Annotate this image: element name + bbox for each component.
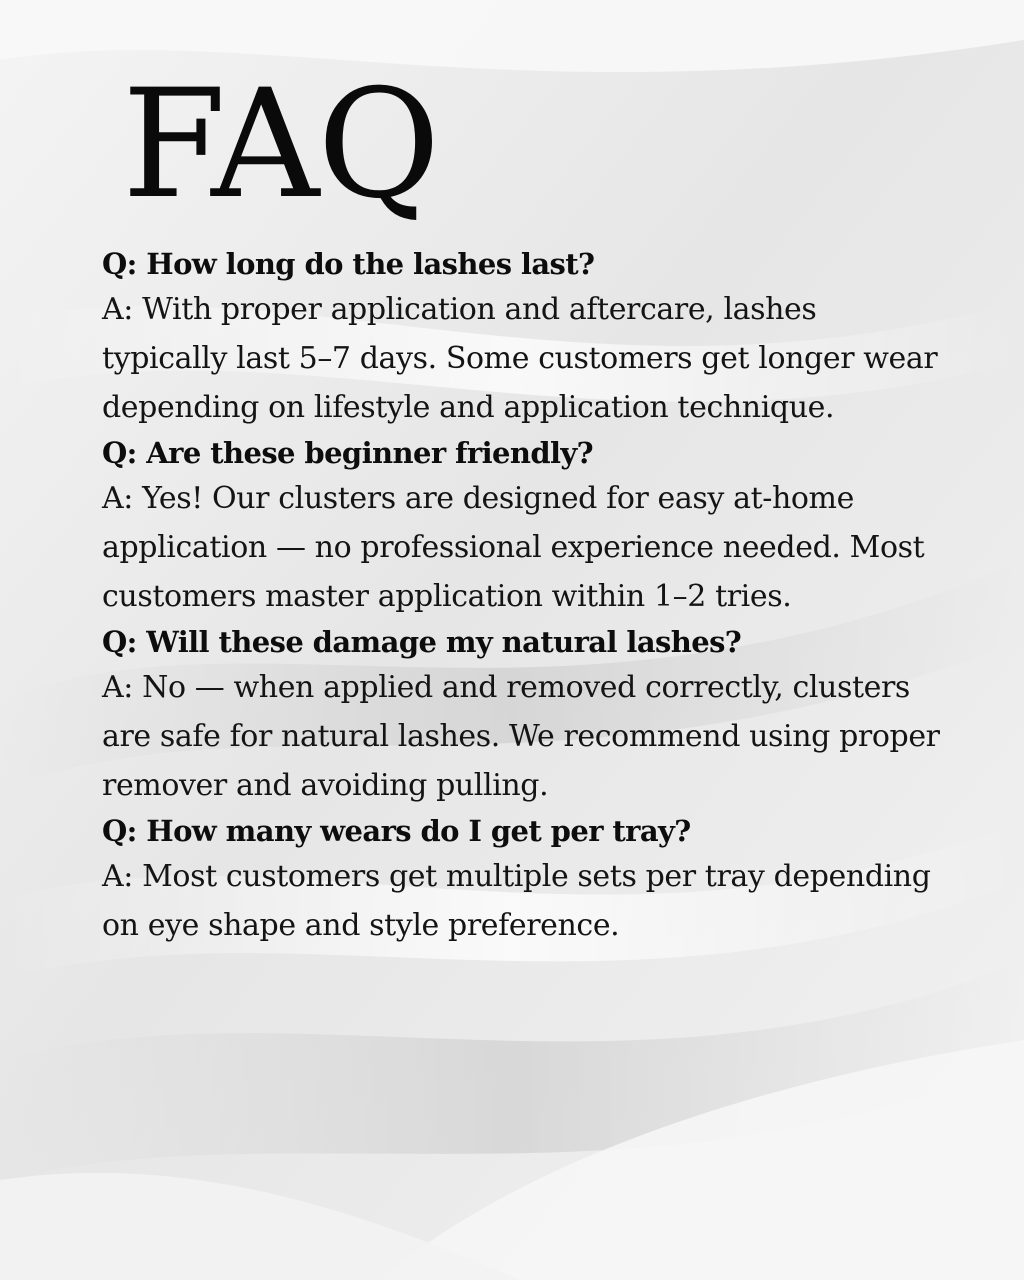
faq-item (102, 621, 962, 810)
faq-answer: A: With proper application and aftercare, lashes typically last 5–7 days. Some customers get longer wear depending on lifestyle and application technique. (102, 292, 938, 425)
page-title: FAQ (122, 58, 439, 232)
faq-item (102, 243, 962, 432)
faq-answer: A: Yes! Our clusters are designed for easy at-home application — no professional experience needed. Most customers master application within 1–2 tries. (102, 481, 925, 614)
faq-answer: A: Most customers get multiple sets per tray depending on eye shape and style preference. (102, 859, 931, 943)
faq-question: Q: Will these damage my natural lashes? (102, 625, 742, 659)
faq-question: Q: Are these beginner friendly? (102, 436, 594, 470)
faq-answer: A: No — when applied and removed correctly, clusters are safe for natural lashes. We recommend using proper remover and avoiding pulling. (102, 670, 940, 803)
faq-question: Q: How many wears do I get per tray? (102, 814, 691, 848)
faq-list (102, 243, 962, 950)
faq-item (102, 432, 962, 621)
faq-question: Q: How long do the lashes last? (102, 247, 595, 281)
faq-item (102, 810, 962, 950)
